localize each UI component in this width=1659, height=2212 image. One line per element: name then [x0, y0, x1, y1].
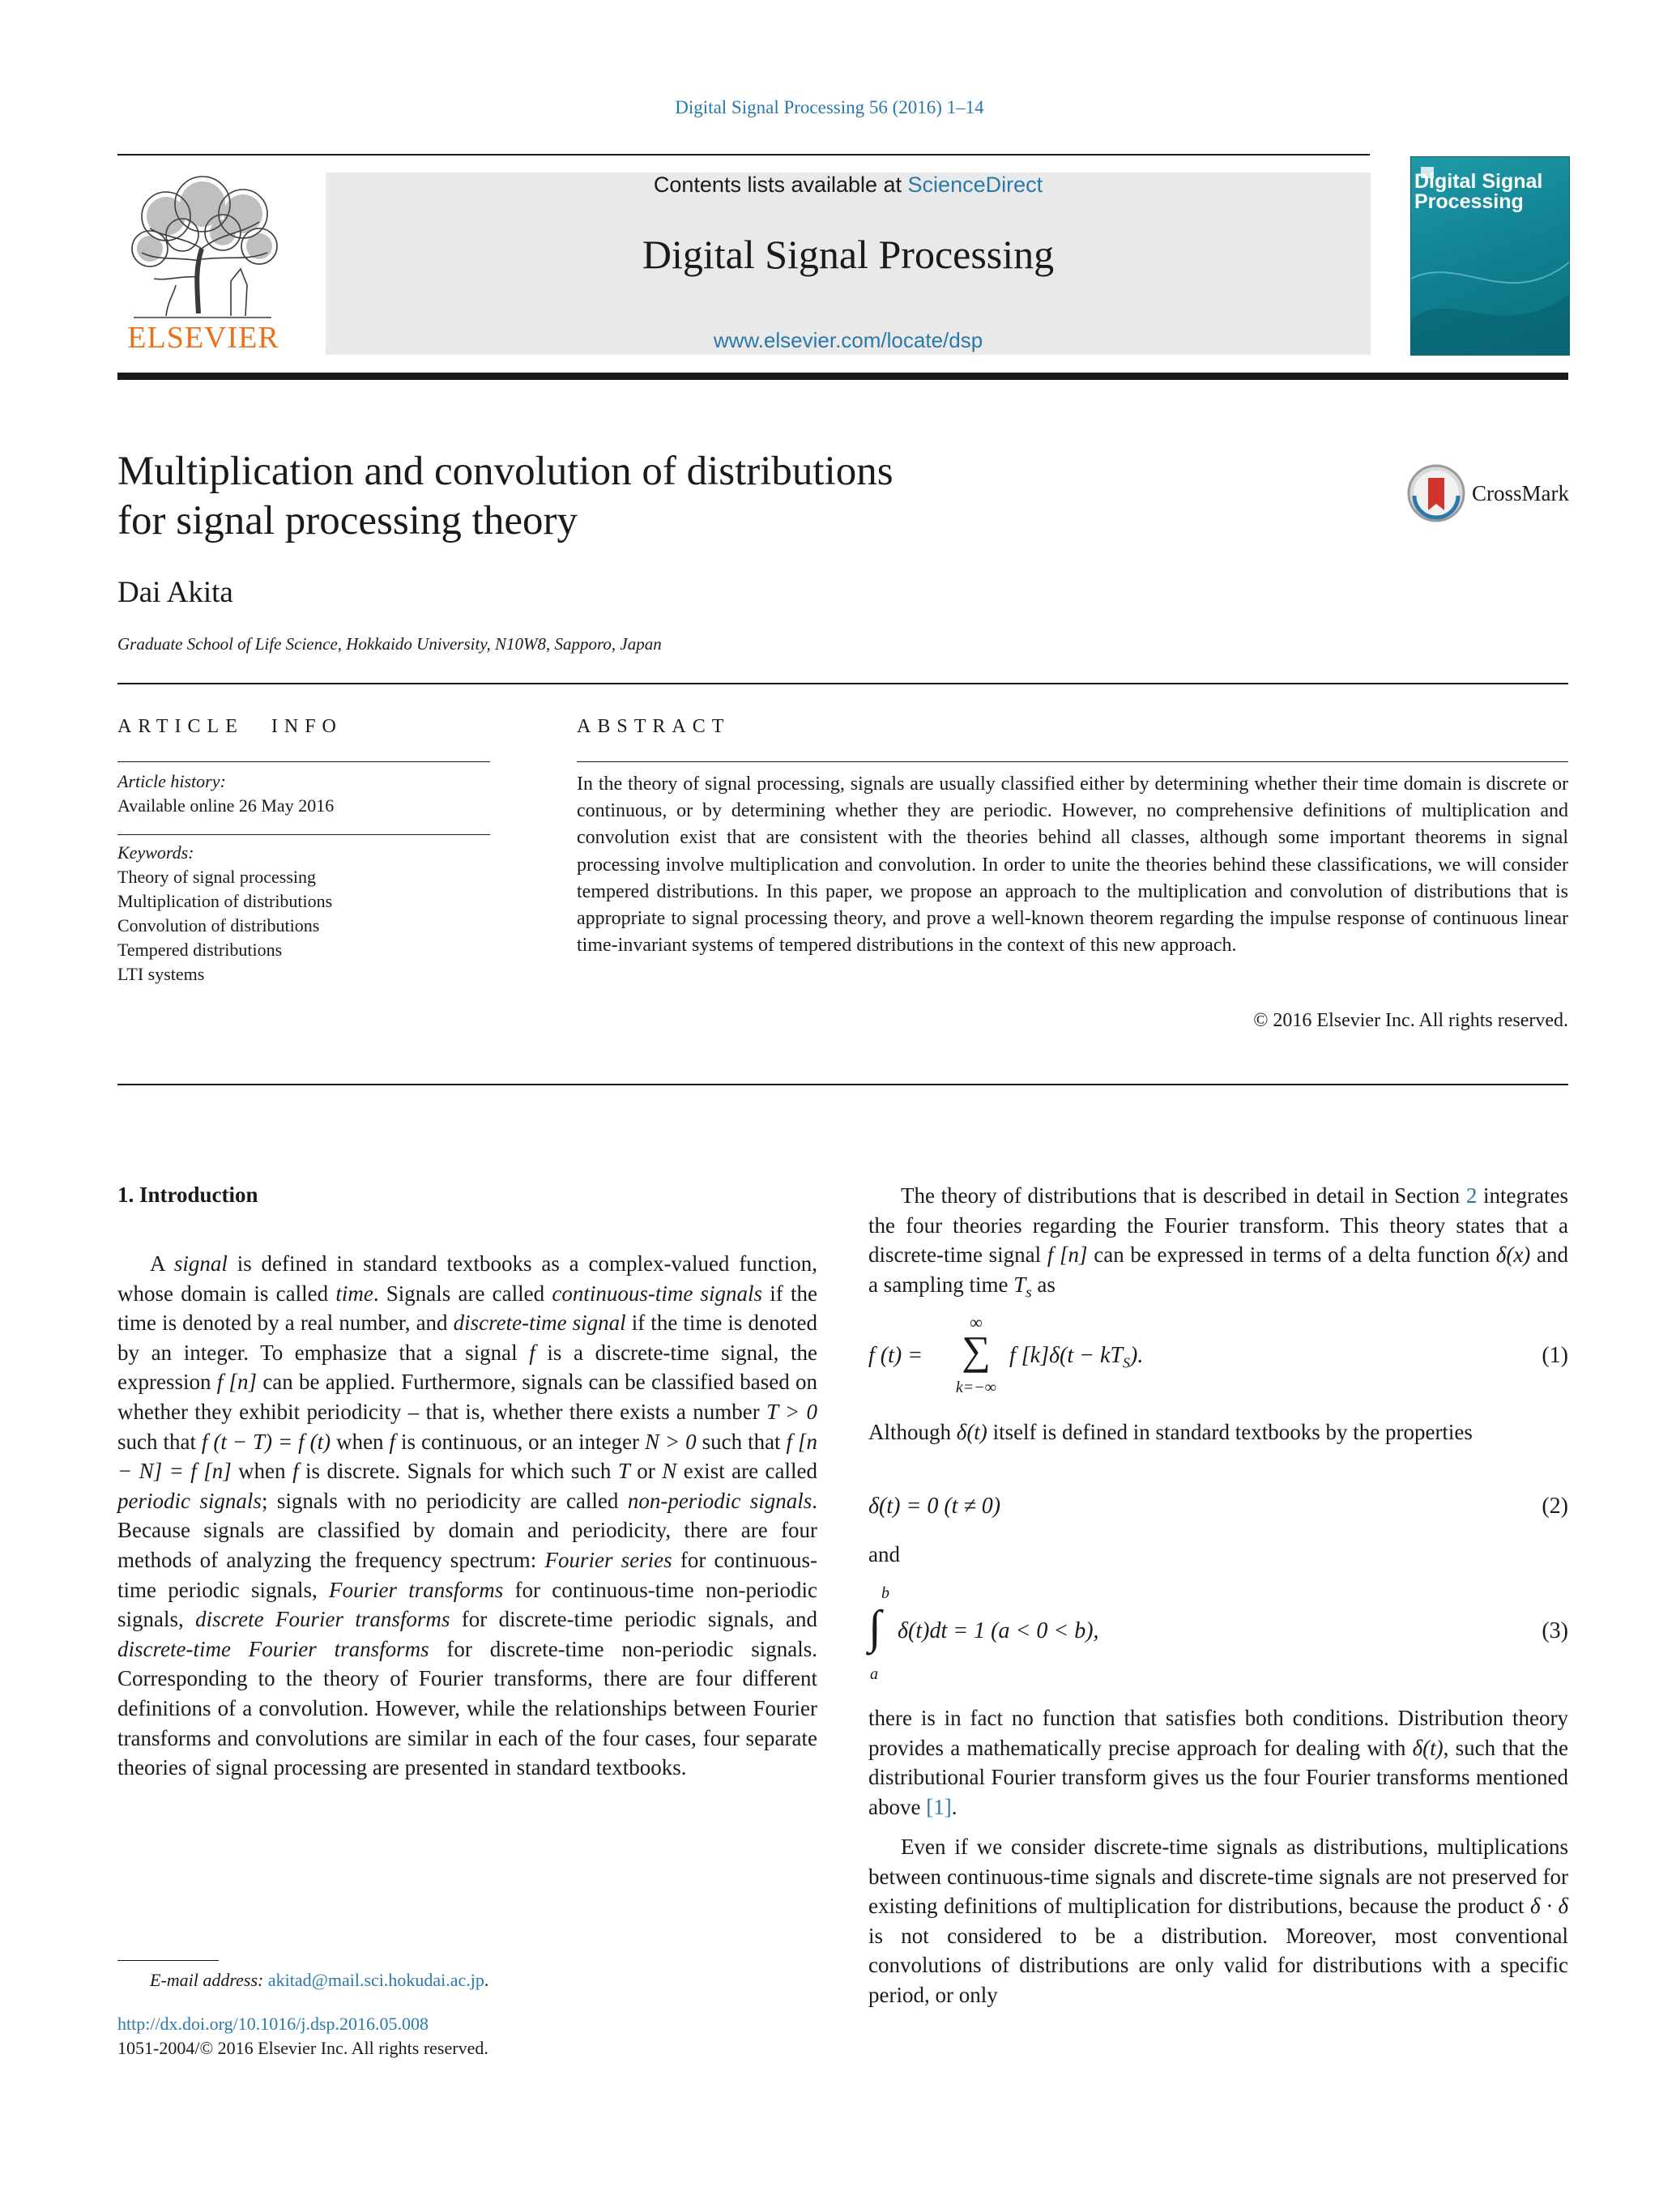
footnote-rule: [117, 1960, 219, 1961]
journal-title: Digital Signal Processing: [642, 232, 1055, 277]
crossmark-label[interactable]: CrossMark: [1472, 481, 1569, 505]
right-paragraph-2: Although δ(t) itself is defined in standard textbooks by the properties: [868, 1420, 1473, 1444]
right-paragraph-3: there is in fact no function that satisfies both conditions. Distribution theory provides a mathematically precise approach for dealing with δ(t), such that the distributional Fourier transform gives us the four Fourier transforms mentioned above [1].: [868, 1706, 1569, 1819]
header-thick-rule: [117, 373, 1568, 380]
info-top-rule: [117, 683, 1568, 684]
issn-copyright: 1051-2004/© 2016 Elsevier Inc. All rights reserved.: [117, 2038, 488, 2058]
article-history-value: Available online 26 May 2016: [117, 795, 335, 816]
abstract-text: In the theory of signal processing, signals are usually classified either by determining whether their time domain is discrete or continuous, or by determining whether they are periodic. However, no comprehensive definitions of multiplication and convolution exist that are consistent with the theories behind all classes, although some important theorems in signal processing involve multiplication and convolution. In order to unite the theories behind these classifications, we will consider tempered distributions. In this paper, we propose an approach to the multiplication and convolution of distributions that is appropriate to signal processing theory, and prove a well-known theorem regarding the impulse response of continuous linear time-invariant systems of tempered distributions in the context of this new approach.: [577, 774, 1568, 957]
info-bottom-rule: [117, 1084, 1568, 1085]
author-affiliation: Graduate School of Life Science, Hokkaido University, N10W8, Sapporo, Japan: [117, 634, 662, 654]
abstract-copyright: © 2016 Elsevier Inc. All rights reserved.: [1253, 1010, 1568, 1031]
keyword-item: Tempered distributions: [117, 940, 283, 960]
title-line-1: Multiplication and convolution of distributions: [117, 449, 893, 494]
email-footnote: E-mail address: akitad@mail.sci.hokudai.ac.jp.: [150, 1970, 489, 1990]
equation-2: δ(t) = 0 (t ≠ 0) (2): [868, 1494, 1568, 1519]
section-2-link[interactable]: 2: [1465, 1183, 1478, 1208]
crossmark-icon[interactable]: [1406, 463, 1466, 523]
title-line-2: for signal processing theory: [117, 498, 578, 543]
reference-1-link[interactable]: [1]: [926, 1794, 952, 1819]
keyword-item: Multiplication of distributions: [117, 891, 333, 911]
email-link[interactable]: akitad@mail.sci.hokudai.ac.jp: [267, 1970, 484, 1990]
journal-url-link[interactable]: www.elsevier.com/locate/dsp: [713, 328, 983, 352]
contents-prefix: Contents lists available at: [653, 173, 908, 197]
header-top-rule: [117, 154, 1370, 156]
paper-title: [117, 447, 1333, 546]
equation-number: (1): [1542, 1343, 1568, 1368]
abstract-rule: [577, 761, 1568, 762]
contents-line: [326, 173, 1371, 198]
article-history-label: Article history:: [117, 771, 226, 791]
equation-1: f (t) = ∞ ∑ k=−∞ f $[k]\delta(t - kT_S)$. (1): [868, 1312, 1568, 1396]
sciencedirect-link[interactable]: ScienceDirect: [907, 173, 1043, 197]
section-heading-introduction: 1. Introduction: [117, 1183, 258, 1207]
connector-and: and: [868, 1542, 900, 1566]
keyword-item: Convolution of distributions: [117, 915, 320, 936]
keywords-label: Keywords:: [117, 842, 194, 863]
keywords-rule: [117, 834, 490, 835]
keyword-item: Theory of signal processing: [117, 867, 316, 887]
cover-title: Digital Signal Processing: [1414, 170, 1543, 213]
right-paragraph-4: Even if we consider discrete-time signals as distributions, multiplications between continuous-time signals and discrete-time signals are not preserved for existing definitions of multiplication for distributions, because the product δ · δ is not considered to be a distribution. Moreover, most conventional convolutions of distributions are only valid for distributions with a specific period, or only: [868, 1835, 1568, 2007]
equation-number: (3): [1542, 1618, 1568, 1643]
abstract-heading: ABSTRACT: [577, 716, 731, 737]
right-paragraph-1: The theory of distributions that is described in detail in Section 2 integrates the four theories regarding the Fourier transform. This theory states that a discrete-time signal f [n] can be expressed in terms of a delta function δ(x) and a sampling time $T_s$ as: [868, 1183, 1568, 1302]
author-name: Dai Akita: [117, 576, 233, 609]
keywords-list: [117, 865, 332, 987]
intro-paragraph: A signal is defined in standard textbooks as a complex-valued function, whose domain is called time. Signals are called continuous-time signals if the time is denoted by a real number, and discrete-time signal if the time is denoted by an integer. To emphasize that a signal f is a discrete-time signal, the expression f [n] can be applied. Furthermore, signals can be classified based on whether they exhibit periodicity – that is, whether there exists a number T > 0 such that f (t − T) = f (t) when f is continuous, or an integer N > 0 such that f [n − N] = f [n] when f is discrete. Signals for which such T or N exist are called periodic signals; signals with no periodicity are called non-periodic signals. Because signals are classified by domain and periodicity, there are four methods of analyzing the frequency spectrum: Fourier series for continuous-time periodic signals, Fourier transforms for continuous-time non-periodic signals, discrete Fourier transforms for discrete-time periodic signals, and discrete-time Fourier transforms for discrete-time non-periodic signals. Corresponding to the theory of Fourier transforms, there are four different definitions of a convolution. However, while the relationships between Fourier transforms and convolutions are similar in each of the four cases, four separate theories of signal processing are presented in standard textbooks.: [117, 1251, 818, 1780]
doi-link[interactable]: http://dx.doi.org/10.1016/j.dsp.2016.05.008: [117, 2014, 429, 2034]
elsevier-wordmark: ELSEVIER: [127, 321, 279, 355]
article-info-rule: [117, 761, 490, 762]
article-info-heading: ARTICLE INFO: [117, 716, 343, 737]
keyword-item: LTI systems: [117, 964, 205, 984]
journal-reference[interactable]: Digital Signal Processing 56 (2016) 1–14: [675, 97, 984, 117]
equation-number: (2): [1542, 1494, 1568, 1519]
equation-3: b ∫ a δ(t)dt = 1 (a < 0 < b), (3): [868, 1584, 1568, 1683]
